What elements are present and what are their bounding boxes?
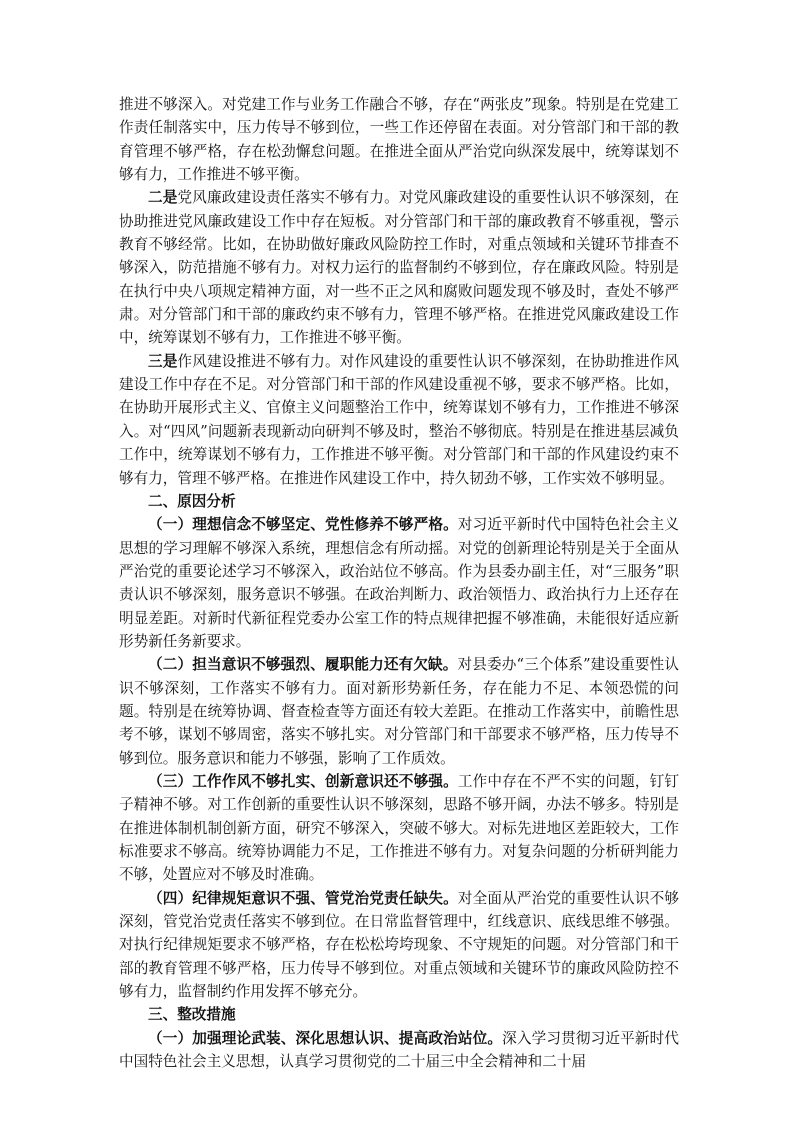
paragraph-third-issue [119, 350, 679, 490]
paragraph-text: 作风建设推进不够有力。对作风建设的重要性认识不够深刻，在协助推进作风建设工作中存在不足。对分管部门和干部的作风建设重视不够，要求不够严格。比如，在协助开展形式主义、官僚主义问题整治工作中，统筹谋划不够有力，工作推进不够深入。对“四风”问题新表现新动向研判不够及时，整治不够彻底。特别是在推进基层减负工作中，统筹谋划不够有力，工作推进不够平衡。对分管部门和干部的作风建设约束不够有力，管理不够严格。在推进作风建设工作中，持久韧劲不够，工作实效不够明显。 [119, 352, 679, 487]
subsection-discipline [119, 887, 679, 1004]
subsection-text: 对习近平新时代中国特色社会主义思想的学习理解不够深入系统，理想信念有所动摇。对党的创新理论特别是关于全面从严治党的重要论述学习不够深入，政治站位不够高。作为县委办副主任，对“三服务”职责认识不够深刻，服务意识不够强。在政治判断力、政治领悟力、政治执行力上还存在明显差距。对新时代新征程党委办公室工作的特点规律把握不够准确，未能很好适应新形势新任务新要求。 [119, 516, 679, 650]
paragraph-continuation: 推进不够深入。对党建工作与业务工作融合不够，存在“两张皮”现象。特别是在党建工作责任制落实中，压力传导不够到位，一些工作还停留在表面。对分管部门和干部的教育管理不够严格，存在松劲懈怠问题。在推进全面从严治党向纵深发展中，统筹谋划不够有力，工作推进不够平衡。 [119, 96, 679, 184]
subsection-lead: （三）工作作风不够扎实、创新意识还不够强。 [148, 772, 458, 790]
subsection-lead: （一）加强理论武装、深化思想认识、提高政治站位。 [148, 1029, 503, 1047]
paragraph-lead: 二是 [148, 189, 178, 207]
section-heading-cause-analysis: 二、原因分析 [148, 492, 236, 510]
subsection-text: 深入学习贯彻习近平新时代中国特色社会主义思想，认真学习贯彻党的二十届三中全会精神和二十届 [119, 1029, 679, 1071]
subsection-ideals-beliefs [119, 513, 679, 653]
paragraph-text: 党风廉政建设责任落实不够有力。对党风廉政建设的重要性认识不够深刻，在协助推进党风廉政建设工作中存在短板。对分管部门和干部的廉政教育不够重视，警示教育不够经常。比如，在协助做好廉政风险防控工作时，对重点领域和关键环节排查不够深入，防范措施不够有力。对权力运行的监督制约不够到位，存在廉政风险。特别是在执行中央八项规定精神方面，对一些不正之风和腐败问题发现不够及时，查处不够严肃。对分管部门和干部的廉政约束不够有力，管理不够严格。在推进党风廉政建设工作中，统筹谋划不够有力，工作推进不够平衡。 [119, 189, 679, 347]
subsection-text: 工作中存在不严不实的问题，钉钉子精神不够。对工作创新的重要性认识不够深刻，思路不够开阔，办法不够多。特别是在推进体制机制创新方面，研究不够深入，突破不够大。对标先进地区差距较大，工作标准要求不够高。统筹协调能力不足，工作推进不够有力。对复杂问题的分析研判能力不够，处置应对不够及时准确。 [119, 772, 679, 884]
paragraph-second-issue [119, 186, 679, 349]
subsection-work-style [119, 770, 679, 887]
document-body [119, 93, 679, 1073]
subsection-text: 对县委办“三个体系”建设重要性认识不够深刻，工作落实不够有力。面对新形势新任务，存在能力不足、本领恐慌的问题。特别是在统筹协调、督查检查等方面还有较大差距。在推动工作落实中，前瞻性思考不够，谋划不够周密，落实不够扎实。对分管部门和干部要求不够严格，压力传导不够到位。服务意识和能力不够强，影响了工作质效。 [119, 656, 679, 767]
subsection-responsibility [119, 653, 679, 770]
subsection-lead: （四）纪律规矩意识不强、管党治党责任缺失。 [148, 889, 458, 907]
subsection-theory [119, 1027, 679, 1074]
subsection-lead: （一）理想信念不够坚定、党性修养不够严格。 [148, 516, 458, 534]
subsection-lead: （二）担当意识不够强烈、履职能力还有欠缺。 [148, 656, 458, 674]
subsection-text: 对全面从严治党的重要性认识不够深刻，管党治党责任落实不够到位。在日常监督管理中，红线意识、底线思维不够强。对执行纪律规矩要求不够严格，存在松松垮垮现象、不守规矩的问题。对分管部门和干部的教育管理不够严格，压力传导不够到位。对重点领域和关键环节的廉政风险防控不够有力，监督制约作用发挥不够充分。 [119, 889, 679, 1001]
paragraph-lead: 三是 [148, 352, 178, 370]
section-heading-rectification: 三、整改措施 [148, 1006, 236, 1024]
